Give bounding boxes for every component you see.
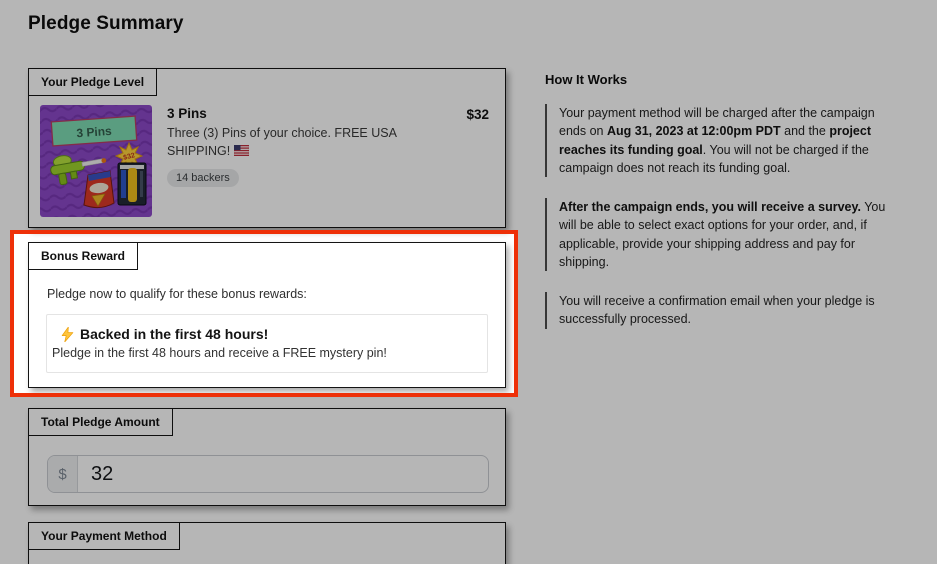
how-it-works-title: How It Works — [545, 72, 628, 87]
total-pledge-amount-input[interactable] — [78, 456, 488, 492]
pledge-tier-description — [167, 125, 419, 161]
pledge-tier-description-text: Three (3) Pins of your choice. FREE USA SHIPPING! — [167, 126, 397, 158]
bonus-reward-panel — [28, 242, 506, 388]
text-segment-bold: Aug 31, 2023 at 12:00pm PDT — [606, 124, 781, 139]
text-segment: You will receive a confirmation email when your pledge is successfully processed. — [559, 294, 875, 327]
backers-count-badge: 14 backers — [167, 169, 239, 187]
how-it-works-section — [545, 64, 897, 350]
pledge-amount-field — [47, 455, 489, 493]
how-it-works-paragraph — [545, 292, 897, 329]
text-segment: and the — [780, 124, 830, 139]
dim-overlay-left — [0, 230, 10, 397]
text-segment-bold: After the campaign ends, you will receive a survey. — [559, 200, 861, 214]
bonus-item-title: Backed in the first 48 hours! — [80, 326, 269, 342]
how-it-works-paragraph — [545, 104, 897, 177]
chip-bag-graphic — [84, 171, 114, 208]
bonus-reward-label: Bonus Reward — [28, 242, 138, 270]
pledge-level-panel — [28, 68, 506, 228]
bonus-reward-item — [46, 314, 488, 373]
payment-method-panel — [28, 522, 506, 564]
text-segment: You will be able to select exact options for your order, and, if applicable, provide your shipping address and pay for shipping. — [559, 200, 886, 269]
text-segment: Your payment method will be charged after the campaign ends on — [559, 106, 875, 139]
bonus-reward-intro: Pledge now to qualify for these bonus rewards: — [47, 287, 307, 301]
text-segment-bold: project reaches its funding goal — [559, 124, 871, 157]
battery-pack-graphic — [118, 163, 146, 205]
svg-text:3 Pins: 3 Pins — [75, 123, 113, 141]
text-segment: . You will not be charged if the campaign does not reach its funding goal. — [559, 142, 869, 175]
us-flag-icon — [234, 145, 249, 156]
how-it-works-paragraph — [545, 198, 897, 271]
pledge-tier-price: $32 — [466, 107, 489, 122]
total-pledge-panel — [28, 408, 506, 506]
pledge-tier-image — [40, 105, 152, 217]
pledge-tier-info — [167, 106, 419, 187]
tier-image-banner — [51, 116, 136, 146]
svg-text:$32: $32 — [122, 152, 136, 162]
bonus-item-description: Pledge in the first 48 hours and receive a FREE mystery pin! — [52, 346, 387, 360]
currency-symbol: $ — [48, 456, 78, 492]
pledge-level-label: Your Pledge Level — [28, 68, 157, 96]
lightning-bolt-icon — [61, 327, 74, 342]
bonus-item-title-row — [47, 315, 487, 342]
payment-method-label: Your Payment Method — [28, 522, 180, 550]
total-pledge-label: Total Pledge Amount — [28, 408, 173, 436]
pledge-tier-title: 3 Pins — [167, 106, 207, 121]
page-title: Pledge Summary — [28, 13, 184, 34]
